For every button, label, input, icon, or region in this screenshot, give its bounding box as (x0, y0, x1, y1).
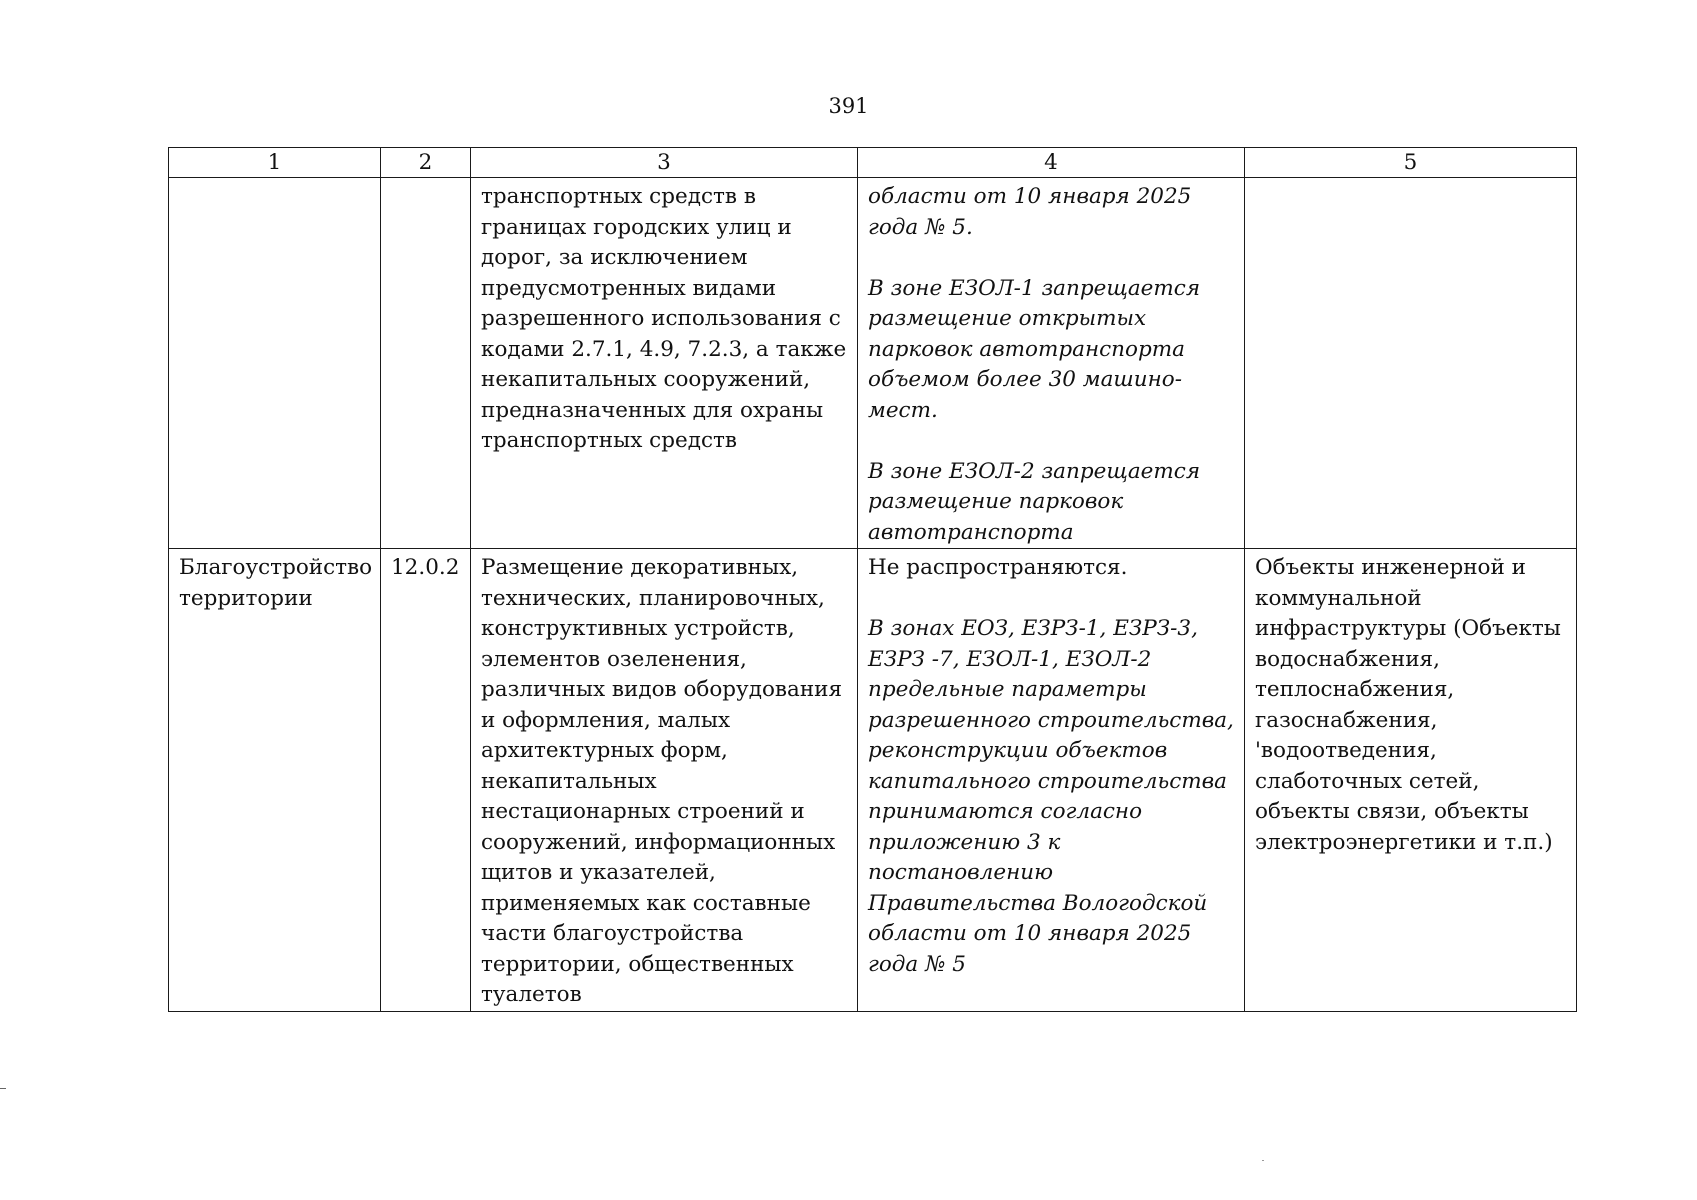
column-number-3: 3 (471, 148, 858, 178)
column-number-2: 2 (381, 148, 471, 178)
restrictions-paragraph: В зоне ЕЗОЛ-2 запрещается размещение парковок автотранспорта (868, 458, 1201, 545)
column-number-4: 4 (858, 148, 1245, 178)
column-number-5: 5 (1245, 148, 1577, 178)
restrictions-paragraph: области от 10 января 2025 года № 5. (868, 184, 1192, 240)
restrictions-paragraph: Не распространяются. (868, 555, 1128, 580)
use-description-cell: Размещение декоративных, технических, планировочных, конструктивных устройств, элементов озеленения, различных видов оборудования и оформления, малых архитектурных форм, некапитальных нестационарных строений и сооружений, информационных щитов и указателей, применяемых как составные части благоустройства территории, общественных туалетов (471, 549, 858, 1012)
scan-artifact (1262, 1160, 1264, 1161)
table-row (169, 549, 1577, 1012)
restrictions-paragraph: В зоне ЕЗОЛ-1 запрещается размещение открытых парковок автотранспорта объемом более 30 машино-мест. (868, 275, 1201, 423)
restrictions-paragraph: В зонах ЕОЗ, ЕЗРЗ-1, ЕЗРЗ-3, ЕЗРЗ -7, ЕЗОЛ-1, ЕЗОЛ-2 предельные параметры разрешенного строительства, реконструкции объектов капитального строительства принимаются согласно приложению 3 к постановлению Правительства Вологодской области от 10 января 2025 года № 5 (868, 616, 1234, 977)
table-header-row (169, 148, 1577, 178)
use-code-cell: 12.0.2 (381, 549, 471, 1012)
page-number: 391 (828, 94, 869, 118)
auxiliary-uses-cell (1245, 178, 1577, 549)
regulation-table (168, 147, 1577, 1012)
restrictions-cell (858, 178, 1245, 549)
use-type-cell (169, 178, 381, 549)
use-description-cell: транспортных средств в границах городских улиц и дорог, за исключением предусмотренных видами разрешенного использования с кодами 2.7.1, 4.9, 7.2.3, а также некапитальных сооружений, предназначенных для охраны транспортных средств (471, 178, 858, 549)
use-type-cell: Благоустройство территории (169, 549, 381, 1012)
auxiliary-uses-cell: Объекты инженерной и коммунальной инфраструктуры (Объекты водоснабжения, теплоснабжения, газоснабжения, 'водоотведения, слаботочных сетей, объекты связи, объекты электроэнергетики и т.п.) (1245, 549, 1577, 1012)
scan-artifact (0, 1088, 6, 1089)
column-number-1: 1 (169, 148, 381, 178)
continuation-row (169, 178, 1577, 549)
restrictions-cell (858, 549, 1245, 1012)
use-code-cell (381, 178, 471, 549)
